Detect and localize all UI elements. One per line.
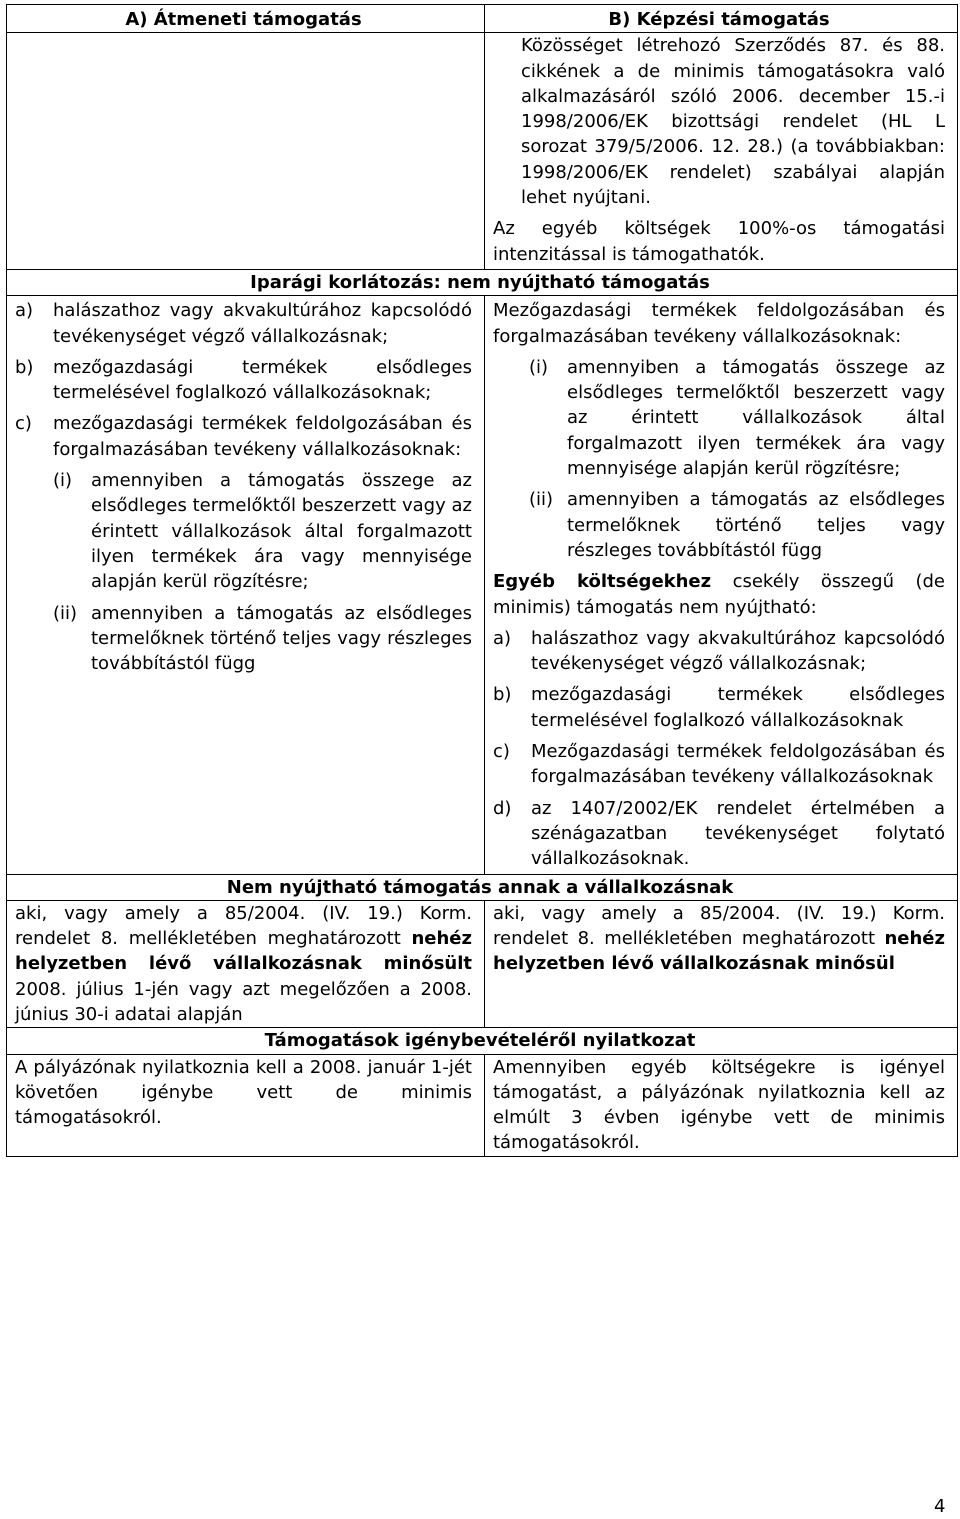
difficulty-right-pre: aki, vagy amely a 85/2004. (IV. 19.) Korm. rendelet 8. mellékletében meghatározott: [493, 902, 945, 950]
difficulty-left-pre: aki, vagy amely a 85/2004. (IV. 19.) Korm. rendelet 8. mellékletében meghatározott: [15, 902, 472, 950]
difficulty-left-cell: [7, 900, 485, 1027]
item-text: halászathoz vagy akvakultúrához kapcsolódó tevékenységet végző vállalkozásnak;: [53, 300, 472, 347]
difficulty-content-row: [7, 900, 958, 1027]
industry-right-cell: [485, 296, 958, 874]
header-left-title: A) Átmeneti támogatás: [7, 5, 485, 33]
industry-content-row: [7, 296, 958, 874]
item-label: c): [15, 413, 32, 435]
subitem-text: amennyiben a támogatás az elsődleges termelőknek történő teljes vagy részleges továbbítástól függ: [567, 489, 945, 561]
other-costs-rest: csekély összegű (de minimis) támogatás nem nyújtható:: [493, 571, 945, 618]
other-costs-bold: Egyéb költségekhez: [493, 571, 712, 593]
left-subitem-ii: [15, 601, 472, 677]
right-other-costs: [493, 569, 945, 620]
right-item-b: [493, 682, 945, 733]
industry-section-title: Iparági korlátozás: nem nyújtható támogatás: [7, 269, 958, 295]
item-text: mezőgazdasági termékek feldolgozásában és forgalmazásában tevékeny vállalkozásoknak:: [53, 413, 472, 460]
subitem-text: amennyiben a támogatás az elsődleges termelőknek történő teljes vagy részleges továbbítástól függ: [91, 602, 472, 675]
item-label: c): [493, 741, 510, 763]
item-text: Mezőgazdasági termékek feldolgozásában és forgalmazásában tevékeny vállalkozásoknak: [531, 741, 945, 788]
industry-left-cell: [7, 296, 485, 874]
declaration-section-title: Támogatások igénybevételéről nyilatkozat: [7, 1028, 958, 1054]
intro-left-empty: [7, 33, 485, 270]
right-intro-text: Mezőgazdasági termékek feldolgozásában és forgalmazásában tevékeny vállalkozásoknak:: [493, 300, 945, 347]
declaration-left-cell: A pályázónak nyilatkoznia kell a 2008. január 1-jét követően igénybe vett de minimis támogatásokról.: [7, 1054, 485, 1156]
right-subitem-ii: [493, 487, 945, 563]
item-text: mezőgazdasági termékek elsődleges termelésével foglalkozó vállalkozásoknak: [531, 684, 945, 731]
left-item-b: [15, 355, 472, 406]
subitem-label: (i): [53, 470, 73, 492]
subitem-label: (i): [529, 356, 549, 378]
left-item-c: [15, 411, 472, 462]
subitem-label: (ii): [529, 489, 554, 511]
difficulty-right-cell: [485, 900, 958, 1027]
difficulty-title-row: [7, 874, 958, 900]
item-label: a): [493, 627, 512, 649]
intro-paragraph-1: Közösséget létrehozó Szerződés 87. és 88. cikkének a de minimis támogatásokra való alkalmazásáról szóló 2006. december 15.-i 1998/2006/EK bizottsági rendelet (HL L sorozat 379/5/2006. 12. 28.) (a továbbiakban: 1998/2006/EK rendelet) szabályai alapján lehet nyújtani.: [521, 35, 945, 209]
difficulty-right-bold: nehéz helyzetben lévő vállalkozásnak minősül: [493, 928, 945, 975]
declaration-content-row: [7, 1054, 958, 1156]
subitem-label: (ii): [53, 602, 78, 624]
subitem-text: amennyiben a támogatás összege az elsődleges termelőktől beszerzett vagy az érintett vállalkozások által forgalmazott ilyen termékek ára vagy mennyisége alapján kerül rögzítésre;: [567, 356, 945, 480]
item-label: d): [493, 797, 512, 819]
item-label: b): [15, 356, 34, 378]
item-text: mezőgazdasági termékek elsődleges termelésével foglalkozó vállalkozásoknak;: [53, 356, 472, 404]
subitem-text: amennyiben a támogatás összege az elsődleges termelőktől beszerzett vagy az érintett vállalkozások által forgalmazott ilyen termékek ára vagy mennyisége alapján kerül rögzítésre;: [91, 470, 472, 593]
right-item-c: [493, 739, 945, 790]
intro-paragraph-2: Az egyéb költségek 100%-os támogatási intenzitással is támogathatók.: [493, 218, 945, 265]
industry-title-row: [7, 269, 958, 295]
right-item-a: [493, 626, 945, 677]
difficulty-section-title: Nem nyújtható támogatás annak a vállalkozásnak: [7, 874, 958, 900]
left-item-a: [15, 298, 472, 349]
page-number: 4: [934, 1496, 946, 1517]
right-subitem-i: [493, 355, 945, 481]
declaration-right-cell: Amennyiben egyéb költségekre is igényel támogatást, a pályázónak nyilatkoznia kell az elmúlt 3 évben igénybe vett de minimis támogatásokról.: [485, 1054, 958, 1156]
support-comparison-table: [6, 4, 958, 1157]
item-text: az 1407/2002/EK rendelet értelmében a szénágazatban tevékenységet folytató vállalkozásoknak.: [531, 797, 945, 870]
left-subitem-i: [15, 468, 472, 594]
header-row: [7, 5, 958, 33]
difficulty-left-post: 2008. július 1-jén vagy azt megelőzően a 2008. június 30-i adatai alapján: [15, 978, 472, 1025]
declaration-title-row: [7, 1028, 958, 1054]
item-label: a): [15, 300, 34, 322]
item-text: halászathoz vagy akvakultúrához kapcsolódó tevékenységet végző vállalkozásnak;: [531, 627, 945, 675]
intro-right-cell: [485, 33, 958, 270]
difficulty-left-bold: nehéz helyzetben lévő vállalkozásnak minősült: [15, 928, 472, 975]
item-label: b): [493, 684, 512, 706]
intro-row: [7, 33, 958, 270]
header-right-title: B) Képzési támogatás: [485, 5, 958, 33]
right-item-d: [493, 796, 945, 874]
